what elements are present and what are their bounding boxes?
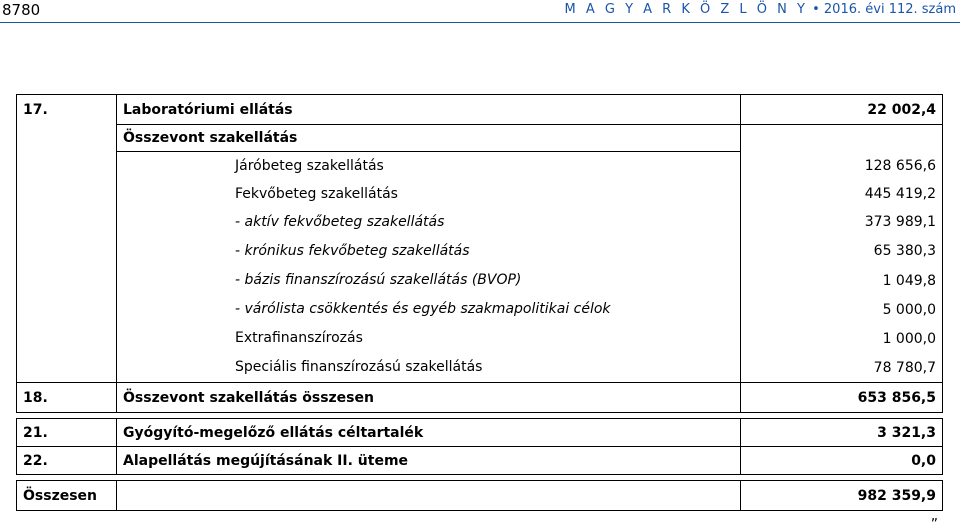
row-label: Alapellátás megújításának II. üteme <box>117 447 741 475</box>
row-value: 128 656,6 <box>741 152 943 180</box>
row-label: Gyógyító-megelőző ellátás céltartalék <box>117 419 741 447</box>
row-value: 3 321,3 <box>741 419 943 447</box>
table-row <box>17 152 943 180</box>
subitem-cell <box>117 152 741 383</box>
row-value: 373 989,1 <box>741 208 943 237</box>
row-number <box>17 266 117 295</box>
row-label: Speciális finanszírozású szakellátás <box>235 359 483 375</box>
row-number: 22. <box>17 447 117 475</box>
row-value: 5 000,0 <box>741 295 943 324</box>
table-row <box>17 125 943 152</box>
row-number <box>17 237 117 266</box>
row-label: - aktív fekvőbeteg szakellátás <box>235 214 445 230</box>
row-label: Fekvőbeteg szakellátás <box>235 186 398 202</box>
row-label: - várólista csökkentés és egyéb szakmapolitikai célok <box>235 301 611 317</box>
row-label <box>117 481 741 511</box>
row-number <box>17 295 117 324</box>
row-number: 21. <box>17 419 117 447</box>
row-value: 445 419,2 <box>741 180 943 208</box>
row-value: 1 049,8 <box>741 266 943 295</box>
table-row <box>17 481 943 511</box>
page-number: 8780 <box>2 1 41 19</box>
budget-table <box>16 94 943 511</box>
row-number: Összesen <box>17 481 117 511</box>
table-row <box>17 447 943 475</box>
row-label: - bázis finanszírozású szakellátás (BVOP) <box>235 272 522 288</box>
row-number <box>17 125 117 152</box>
journal-title: M A G Y A R K Ö Z L Ö N Y <box>564 2 808 17</box>
row-value: 653 856,5 <box>741 383 943 413</box>
row-number: 17. <box>17 95 117 125</box>
journal-header <box>565 2 957 17</box>
row-label: Összevont szakellátás <box>117 125 741 152</box>
table-row <box>17 95 943 125</box>
row-value <box>741 125 943 152</box>
row-label: Laboratóriumi ellátás <box>117 95 741 125</box>
row-number <box>17 324 117 353</box>
closing-quote: „ <box>930 508 938 524</box>
row-number: 18. <box>17 383 117 413</box>
row-value: 65 380,3 <box>741 237 943 266</box>
row-number <box>17 208 117 237</box>
row-value: 1 000,0 <box>741 324 943 353</box>
row-number <box>17 152 117 180</box>
row-label: Összevont szakellátás összesen <box>117 383 741 413</box>
row-value: 0,0 <box>741 447 943 475</box>
row-label: Járóbeteg szakellátás <box>235 158 384 174</box>
header-rule <box>0 22 960 23</box>
issue-label: 2016. évi 112. szám <box>823 2 956 17</box>
row-number <box>17 180 117 208</box>
row-label: Extrafinanszírozás <box>235 330 363 346</box>
table-row <box>17 383 943 413</box>
row-value: 22 002,4 <box>741 95 943 125</box>
table-row <box>17 419 943 447</box>
row-value: 78 780,7 <box>741 353 943 382</box>
header-bullet: • <box>812 2 820 17</box>
row-value: 982 359,9 <box>741 481 943 511</box>
row-label: - krónikus fekvőbeteg szakellátás <box>235 243 470 259</box>
row-number <box>17 353 117 382</box>
